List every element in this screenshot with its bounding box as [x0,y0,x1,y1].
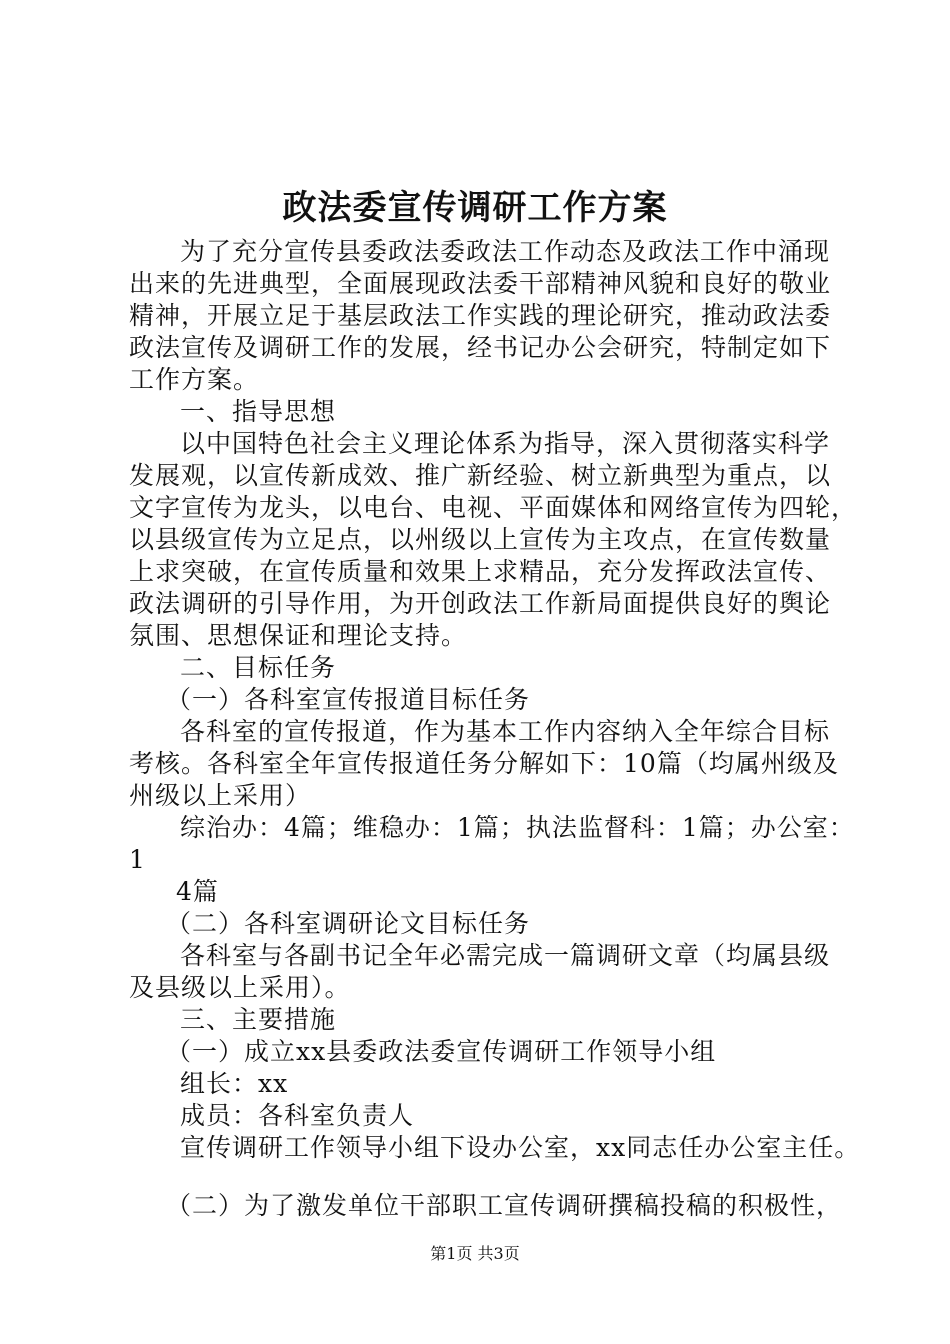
paragraph-line: 精神，开展立足于基层政法工作实践的理论研究，推动政法委 [129,301,832,330]
paragraph-line: 综治办：4篇；维稳办：1篇；执法监督科：1篇；办公室： [180,813,855,842]
paragraph-line: 以县级宣传为立足点，以州级以上宣传为主攻点，在宣传数量 [129,525,832,554]
paragraph-line: 出来的先进典型，全面展现政法委干部精神风貌和良好的敬业 [129,269,832,298]
section-heading: 二、目标任务 [180,653,337,682]
section-heading: 三、主要措施 [180,1005,337,1034]
paragraph-line: 上求突破，在宣传质量和效果上求精品，充分发挥政法宣传、 [129,557,832,586]
document-title: 政法委宣传调研工作方案 [282,188,668,228]
paragraph-line: 组长：xx [180,1069,289,1098]
paragraph-line: 及县级以上采用）。 [129,973,351,1002]
section-heading: 一、指导思想 [180,397,337,426]
paragraph-line: 宣传调研工作领导小组下设办公室，xx同志任办公室主任。 [180,1133,861,1162]
paragraph-line: 氛围、思想保证和理论支持。 [129,621,468,650]
paragraph-line: 成员：各科室负责人 [180,1101,415,1130]
paragraph-line: 文字宣传为龙头，以电台、电视、平面媒体和网络宣传为四轮， [129,493,858,522]
paragraph-line: 为了充分宣传县委政法委政法工作动态及政法工作中涌现 [180,237,831,266]
subsection-heading: （一）各科室宣传报道目标任务 [166,685,531,714]
paragraph-line: 政法调研的引导作用，为开创政法工作新局面提供良好的舆论 [129,589,832,618]
subsection-heading: （二）各科室调研论文目标任务 [166,909,531,938]
paragraph-line: 以中国特色社会主义理论体系为指导，深入贯彻落实科学 [180,429,831,458]
paragraph-line: 政法宣传及调研工作的发展，经书记办公会研究，特制定如下 [129,333,832,362]
paragraph-line: 各科室的宣传报道，作为基本工作内容纳入全年综合目标 [180,717,831,746]
page-footer: 第1页 共3页 [430,1244,520,1263]
subsection-heading: （一）成立xx县委政法委宣传调研工作领导小组 [166,1037,717,1066]
paragraph-line: 发展观，以宣传新成效、推广新经验、树立新典型为重点，以 [129,461,832,490]
paragraph-line: 1 [129,845,146,874]
paragraph-line: 考核。各科室全年宣传报道任务分解如下：10篇（均属州级及 [129,749,839,778]
subsection-heading: （二）为了激发单位干部职工宣传调研撰稿投稿的积极性， [166,1191,843,1220]
paragraph-line: 州级以上采用） [129,781,312,810]
paragraph-line: 4篇 [176,877,219,906]
paragraph-line: 工作方案。 [129,365,260,394]
paragraph-line: 各科室与各副书记全年必需完成一篇调研文章（均属县级 [180,941,831,970]
